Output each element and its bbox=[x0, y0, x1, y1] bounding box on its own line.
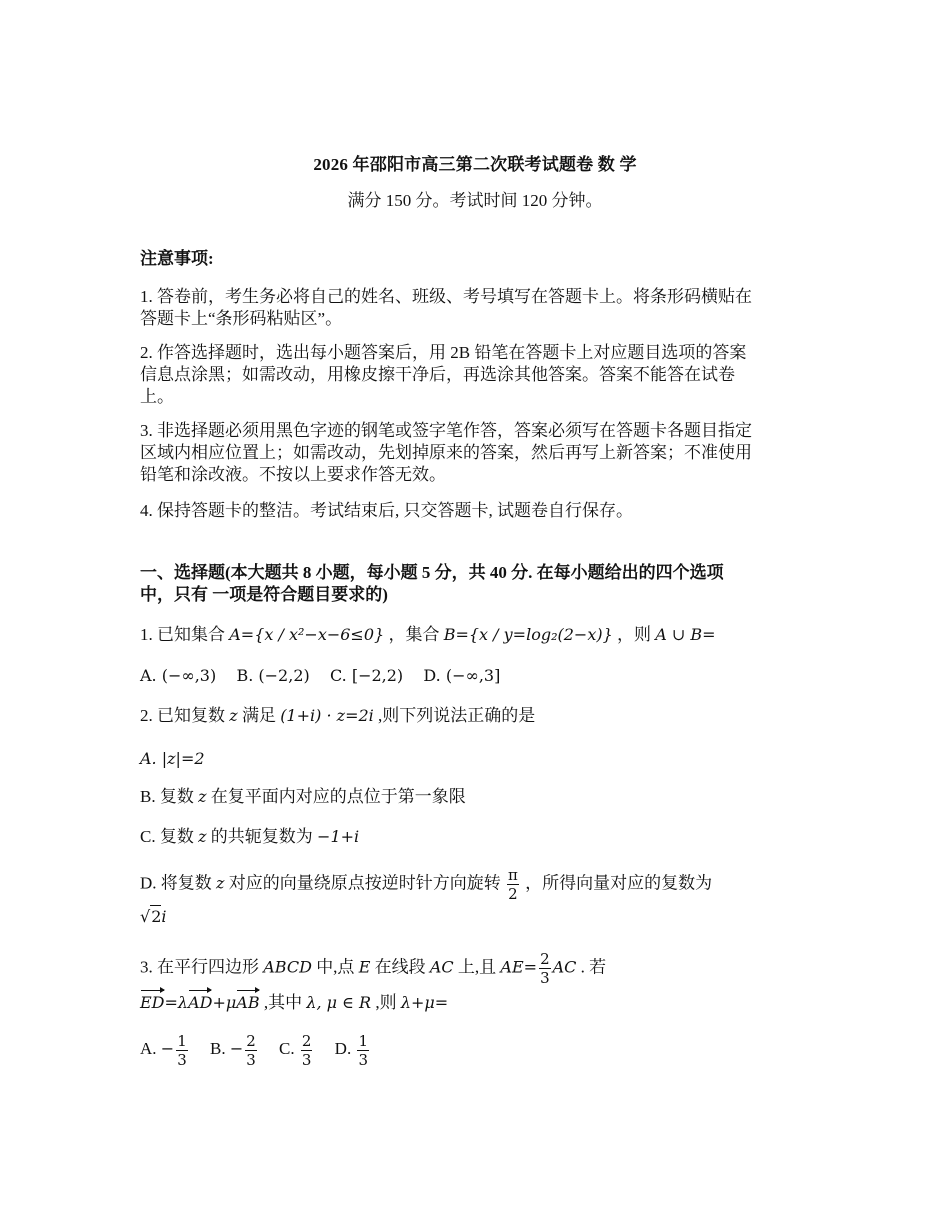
minus-sign: − bbox=[229, 1039, 244, 1059]
vector-ab: AB bbox=[236, 993, 260, 1012]
fraction-denominator: 3 bbox=[246, 1051, 256, 1069]
math-expression: (1+i) · z=2i bbox=[280, 706, 374, 725]
math-variable: AC bbox=[552, 957, 577, 977]
note-line: 2. 作答选择题时，选出每小题答案后，用 2B 铅笔在答题卡上对应题目选项的答案 bbox=[140, 343, 747, 362]
option-b[interactable]: B. (−2,2) bbox=[236, 666, 310, 685]
fraction-numerator: 1 bbox=[358, 1032, 368, 1050]
question-2 bbox=[140, 705, 815, 727]
fraction bbox=[357, 1032, 369, 1069]
question-1-options bbox=[140, 665, 815, 687]
math-expression: λ+μ= bbox=[400, 993, 449, 1012]
fraction-two-thirds bbox=[539, 950, 551, 987]
fraction-numerator: 2 bbox=[246, 1032, 256, 1050]
option-text: 在复平面内对应的点位于第一象限 bbox=[206, 787, 466, 806]
option-label: B. bbox=[209, 1039, 230, 1059]
option-a[interactable]: A. (−∞,3) bbox=[140, 666, 217, 685]
note-line: 1. 答卷前，考生务必将自己的姓名、班级、考号填写在答题卡上。将条形码横贴在 bbox=[140, 287, 752, 306]
question-text: 满足 bbox=[237, 706, 281, 725]
section-heading-line: 一、选择题(本大题共 8 小题，每小题 5 分，共 40 分. 在每小题给出的四个选项 bbox=[140, 563, 724, 582]
math-expression: λ, μ ∈ R bbox=[306, 993, 372, 1012]
option-c[interactable] bbox=[279, 1032, 314, 1069]
question-3 bbox=[140, 950, 815, 987]
fraction bbox=[245, 1032, 257, 1069]
math-variable: i bbox=[161, 907, 167, 926]
note-line: 信息点涂黑；如需改动，用橡皮擦干净后，再选涂其他答案。答案不能答在试卷 bbox=[140, 365, 735, 384]
note-item-1 bbox=[140, 286, 815, 330]
option-text: B. 复数 bbox=[140, 787, 199, 806]
note-item-3 bbox=[140, 420, 815, 486]
math-expression: A ∪ B= bbox=[655, 625, 716, 644]
fraction-numerator: 2 bbox=[301, 1032, 312, 1050]
question-text: ,则下列说法正确的是 bbox=[373, 706, 536, 725]
option-text: 对应的向量绕原点按逆时针方向旋转 bbox=[224, 873, 505, 893]
math-variable: z bbox=[198, 787, 207, 806]
math-expression: =λ bbox=[164, 993, 189, 1012]
question-text: 2. 已知复数 bbox=[140, 706, 230, 725]
vector-ad: AD bbox=[188, 993, 213, 1012]
note-item-2 bbox=[140, 342, 815, 408]
math-variable: z bbox=[216, 873, 225, 893]
math-variable: z bbox=[229, 706, 238, 725]
option-text: 的共轭复数为 bbox=[206, 827, 318, 846]
question-text: ，则 bbox=[612, 625, 656, 644]
question-2-option-d[interactable] bbox=[140, 866, 815, 928]
fraction bbox=[176, 1032, 188, 1069]
math-expression: +μ bbox=[212, 993, 237, 1012]
math-variable: E bbox=[358, 957, 371, 977]
math-expression: AE= bbox=[500, 957, 538, 977]
fraction-denominator: 3 bbox=[177, 1051, 187, 1069]
question-text: 在线段 bbox=[370, 957, 430, 977]
note-line: 铅笔和涂改液。不按以上要求作答无效。 bbox=[140, 465, 446, 484]
question-text: . 若 bbox=[576, 957, 607, 977]
option-label: D. bbox=[334, 1039, 356, 1059]
option-a[interactable]: A. |z|=2 bbox=[140, 749, 205, 768]
math-set-a: A={x / x²−x−6≤0} bbox=[229, 625, 385, 644]
notes-heading: 注意事项: bbox=[140, 249, 214, 268]
option-text: C. 复数 bbox=[140, 827, 199, 846]
option-text: D. 将复数 bbox=[140, 873, 217, 893]
question-text: ，集合 bbox=[384, 625, 444, 644]
sqrt-radicand: 2 bbox=[151, 907, 162, 926]
math-variable: ABCD bbox=[263, 957, 312, 977]
fraction-denominator: 2 bbox=[508, 885, 518, 903]
option-c[interactable]: C. [−2,2) bbox=[329, 666, 404, 685]
minus-sign: − bbox=[160, 1039, 175, 1059]
sqrt-expression bbox=[140, 905, 815, 928]
note-item-4 bbox=[140, 500, 815, 522]
option-label: A. bbox=[140, 1039, 161, 1059]
fraction-denominator: 3 bbox=[301, 1051, 312, 1069]
note-line: 3. 非选择题必须用黑色字迹的钢笔或签字笔作答，答案必须写在答题卡各题目指定 bbox=[140, 421, 752, 440]
sqrt-icon: √ bbox=[140, 907, 151, 926]
question-2-option-b[interactable] bbox=[140, 786, 815, 808]
note-line: 区域内相应位置上；如需改动，先划掉原来的答案，然后再写上新答案；不准使用 bbox=[140, 443, 752, 462]
exam-subtitle: 满分 150 分。考试时间 120 分钟。 bbox=[347, 191, 603, 210]
fraction bbox=[301, 1032, 313, 1069]
question-3-line-2 bbox=[140, 992, 815, 1014]
option-b[interactable] bbox=[209, 1032, 259, 1069]
fraction-denominator: 3 bbox=[540, 969, 550, 987]
question-2-option-a[interactable] bbox=[140, 748, 815, 770]
fraction-numerator: 1 bbox=[177, 1032, 187, 1050]
question-text: 中,点 bbox=[311, 957, 359, 977]
question-text: 上,且 bbox=[453, 957, 501, 977]
math-expression: −1+i bbox=[317, 827, 360, 846]
math-variable: AC bbox=[429, 957, 454, 977]
section-heading-line: 中，只有 一项是符合题目要求的) bbox=[140, 585, 388, 604]
math-variable: z bbox=[198, 827, 207, 846]
question-text: 3. 在平行四边形 bbox=[140, 957, 264, 977]
question-3-options bbox=[140, 1032, 815, 1069]
fraction-pi-over-2 bbox=[507, 866, 519, 903]
option-text: ，所得向量对应的复数为 bbox=[520, 873, 713, 893]
vector-ed: ED bbox=[140, 993, 165, 1012]
question-2-option-c[interactable] bbox=[140, 826, 815, 848]
fraction-denominator: 3 bbox=[358, 1051, 368, 1069]
note-line: 答题卡上“条形码粘贴区”。 bbox=[140, 309, 343, 328]
note-line: 4. 保持答题卡的整洁。考试结束后, 只交答题卡, 试题卷自行保存。 bbox=[140, 501, 633, 520]
fraction-numerator: π bbox=[507, 866, 518, 884]
section-1-heading bbox=[140, 562, 815, 606]
option-label: C. bbox=[279, 1039, 299, 1059]
question-1 bbox=[140, 624, 815, 646]
exam-title: 2026 年邵阳市高三第二次联考试题卷 数 学 bbox=[313, 155, 637, 174]
option-a[interactable] bbox=[140, 1032, 190, 1069]
math-set-b: B={x / y=log₂(2−x)} bbox=[443, 625, 613, 644]
question-text: ,则 bbox=[371, 993, 401, 1012]
question-text: 1. 已知集合 bbox=[140, 625, 230, 644]
option-d[interactable]: D. (−∞,3] bbox=[423, 666, 501, 685]
option-d[interactable] bbox=[334, 1032, 371, 1069]
note-line: 上。 bbox=[140, 387, 174, 406]
question-text: ,其中 bbox=[259, 993, 307, 1012]
fraction-numerator: 2 bbox=[540, 950, 550, 968]
